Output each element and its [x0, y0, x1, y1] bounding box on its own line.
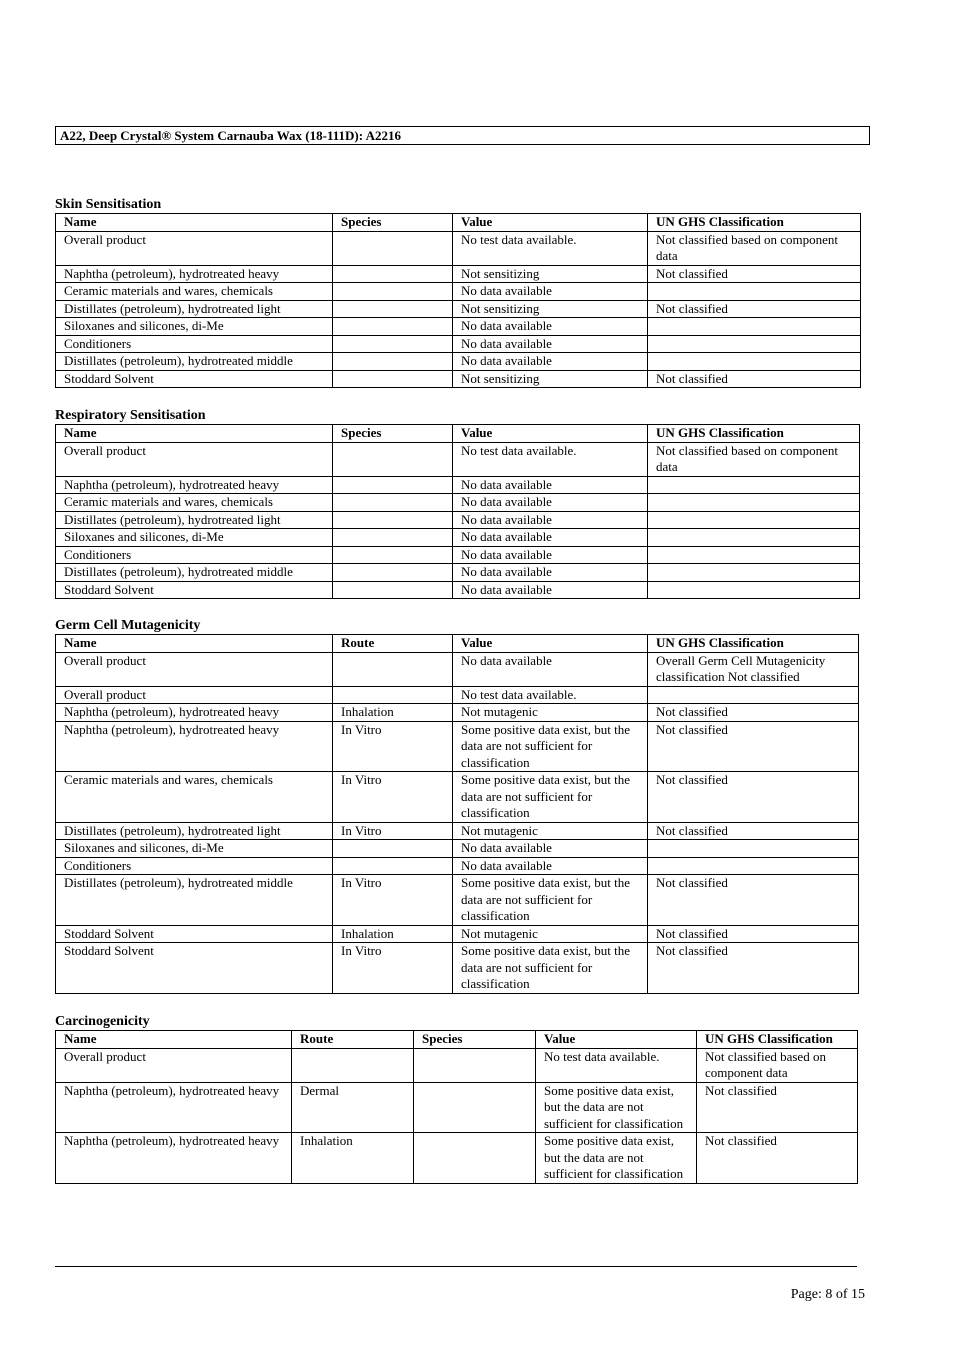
table-cell [333, 370, 453, 388]
table-cell: Not mutagenic [453, 822, 648, 840]
table-cell: No test data available. [453, 686, 648, 704]
table-cell [333, 564, 453, 582]
table-cell: In Vitro [333, 721, 453, 772]
table-row [56, 1082, 858, 1133]
table-cell: Naphtha (petroleum), hydrotreated heavy [56, 721, 333, 772]
table-cell: No data available [453, 652, 648, 686]
germ-cell-mutagenicity-table [55, 634, 859, 994]
table-cell [333, 652, 453, 686]
table-row [56, 511, 860, 529]
table-cell [333, 335, 453, 353]
table-cell: Not classified [648, 772, 859, 823]
column-header: Route [292, 1031, 414, 1049]
table-cell [333, 300, 453, 318]
table-row [56, 721, 859, 772]
table-cell: No data available [453, 857, 648, 875]
table-cell: Not classified based on component data [697, 1048, 858, 1082]
table-cell: Inhalation [333, 704, 453, 722]
table-cell: Inhalation [292, 1133, 414, 1184]
document-header-title: A22, Deep Crystal® System Carnauba Wax (18-111D): A2216 [55, 126, 870, 145]
table-cell: Some positive data exist, but the data are not sufficient for classification [453, 875, 648, 926]
table-cell: Distillates (petroleum), hydrotreated light [56, 511, 333, 529]
table-cell: Some positive data exist, but the data are not sufficient for classification [536, 1133, 697, 1184]
table-cell [648, 581, 860, 599]
table-cell: Overall product [56, 442, 333, 476]
table-cell [333, 511, 453, 529]
table-cell [648, 353, 861, 371]
table-cell [648, 840, 859, 858]
table-cell [648, 476, 860, 494]
table-row [56, 857, 859, 875]
table-cell [333, 231, 453, 265]
table-cell [648, 335, 861, 353]
table-cell: In Vitro [333, 943, 453, 994]
table-row [56, 283, 861, 301]
table-cell: Dermal [292, 1082, 414, 1133]
column-header: Value [453, 635, 648, 653]
table-row [56, 704, 859, 722]
table-cell: No test data available. [453, 442, 648, 476]
table-cell: No data available [453, 511, 648, 529]
section-title: Skin Sensitisation [55, 197, 162, 212]
table-row [56, 822, 859, 840]
table-row [56, 494, 860, 512]
table-row [56, 476, 860, 494]
table-cell: Not sensitizing [453, 300, 648, 318]
table-cell [333, 318, 453, 336]
germ-cell-mutagenicity-section [55, 617, 859, 994]
section-title: Germ Cell Mutagenicity [55, 618, 201, 633]
table-header-row [56, 1031, 858, 1049]
table-cell [333, 840, 453, 858]
table-cell: No data available [453, 546, 648, 564]
column-header: Name [56, 1031, 292, 1049]
table-cell: Distillates (petroleum), hydrotreated middle [56, 564, 333, 582]
table-cell: No data available [453, 564, 648, 582]
table-cell [333, 857, 453, 875]
table-cell: No data available [453, 840, 648, 858]
table-cell: Distillates (petroleum), hydrotreated middle [56, 353, 333, 371]
table-cell: Conditioners [56, 857, 333, 875]
table-cell [648, 318, 861, 336]
table-cell: Not sensitizing [453, 370, 648, 388]
column-header: Name [56, 425, 333, 443]
table-cell: Siloxanes and silicones, di-Me [56, 840, 333, 858]
table-cell: No data available [453, 529, 648, 547]
table-cell: Conditioners [56, 546, 333, 564]
column-header: Route [333, 635, 453, 653]
table-cell [333, 546, 453, 564]
table-row [56, 318, 861, 336]
table-cell: No data available [453, 353, 648, 371]
table-cell: Not classified [648, 265, 861, 283]
table-row [56, 442, 860, 476]
table-row [56, 943, 859, 994]
respiratory-sensitisation-section [55, 407, 860, 599]
column-header: UN GHS Classification [648, 214, 861, 232]
table-cell: In Vitro [333, 822, 453, 840]
table-cell [333, 494, 453, 512]
carcinogenicity-section [55, 1013, 858, 1184]
table-cell [333, 353, 453, 371]
table-row [56, 1048, 858, 1082]
table-cell: Naphtha (petroleum), hydrotreated heavy [56, 704, 333, 722]
table-cell: In Vitro [333, 772, 453, 823]
table-cell: Distillates (petroleum), hydrotreated light [56, 822, 333, 840]
table-cell: No data available [453, 494, 648, 512]
table-cell: Overall product [56, 652, 333, 686]
column-header: Value [453, 425, 648, 443]
table-cell: Siloxanes and silicones, di-Me [56, 529, 333, 547]
table-cell [333, 476, 453, 494]
table-cell: Overall product [56, 1048, 292, 1082]
table-cell [414, 1133, 536, 1184]
table-cell [292, 1048, 414, 1082]
table-row [56, 840, 859, 858]
table-row [56, 300, 861, 318]
table-row [56, 652, 859, 686]
table-cell [333, 265, 453, 283]
table-cell: Overall product [56, 686, 333, 704]
table-cell: No data available [453, 581, 648, 599]
table-row [56, 353, 861, 371]
table-cell: Some positive data exist, but the data are not sufficient for classification [536, 1082, 697, 1133]
table-cell: Distillates (petroleum), hydrotreated light [56, 300, 333, 318]
table-row [56, 581, 860, 599]
table-cell: Stoddard Solvent [56, 943, 333, 994]
table-cell: Not classified [697, 1133, 858, 1184]
table-cell: Ceramic materials and wares, chemicals [56, 772, 333, 823]
page-number: Page: 8 of 15 [790, 1287, 865, 1302]
skin-sensitisation-section [55, 196, 861, 388]
table-cell: Naphtha (petroleum), hydrotreated heavy [56, 1082, 292, 1133]
column-header: Value [536, 1031, 697, 1049]
table-cell [333, 442, 453, 476]
table-cell: Some positive data exist, but the data are not sufficient for classification [453, 943, 648, 994]
table-cell: Overall Germ Cell Mutagenicity classification Not classified [648, 652, 859, 686]
table-cell: Not classified [648, 925, 859, 943]
table-header-row [56, 214, 861, 232]
table-cell [648, 857, 859, 875]
table-cell: Stoddard Solvent [56, 925, 333, 943]
skin-sensitisation-table [55, 213, 861, 388]
table-cell: Ceramic materials and wares, chemicals [56, 283, 333, 301]
table-cell: Not mutagenic [453, 925, 648, 943]
table-cell: Not classified [648, 721, 859, 772]
table-cell: No data available [453, 476, 648, 494]
table-row [56, 564, 860, 582]
table-row [56, 370, 861, 388]
table-row [56, 925, 859, 943]
table-cell: Stoddard Solvent [56, 370, 333, 388]
table-cell [648, 564, 860, 582]
table-cell: Some positive data exist, but the data are not sufficient for classification [453, 721, 648, 772]
table-row [56, 1133, 858, 1184]
table-cell: Not classified based on component data [648, 231, 861, 265]
table-cell: Naphtha (petroleum), hydrotreated heavy [56, 265, 333, 283]
table-cell: Not sensitizing [453, 265, 648, 283]
column-header: Name [56, 214, 333, 232]
table-row [56, 265, 861, 283]
table-header-row [56, 635, 859, 653]
table-cell: Stoddard Solvent [56, 581, 333, 599]
table-row [56, 772, 859, 823]
table-cell [414, 1082, 536, 1133]
table-cell: Inhalation [333, 925, 453, 943]
column-header: UN GHS Classification [648, 635, 859, 653]
table-header-row [56, 425, 860, 443]
table-cell [333, 283, 453, 301]
carcinogenicity-table [55, 1030, 858, 1184]
table-cell: No data available [453, 318, 648, 336]
table-cell: No data available [453, 283, 648, 301]
table-cell [333, 686, 453, 704]
table-cell: Not classified [648, 943, 859, 994]
table-cell: Overall product [56, 231, 333, 265]
table-cell: Not mutagenic [453, 704, 648, 722]
table-cell [648, 511, 860, 529]
table-cell: No test data available. [453, 231, 648, 265]
table-cell: Naphtha (petroleum), hydrotreated heavy [56, 1133, 292, 1184]
column-header: UN GHS Classification [697, 1031, 858, 1049]
table-cell: Not classified [648, 370, 861, 388]
table-cell [648, 283, 861, 301]
table-cell: No data available [453, 335, 648, 353]
table-cell [333, 581, 453, 599]
table-cell: No test data available. [536, 1048, 697, 1082]
section-title: Carcinogenicity [55, 1014, 150, 1029]
table-cell: Not classified [648, 704, 859, 722]
table-cell: Siloxanes and silicones, di-Me [56, 318, 333, 336]
respiratory-sensitisation-table [55, 424, 860, 599]
table-cell [648, 686, 859, 704]
section-title: Respiratory Sensitisation [55, 408, 206, 423]
table-cell: Distillates (petroleum), hydrotreated middle [56, 875, 333, 926]
table-cell [648, 546, 860, 564]
table-cell: Not classified [648, 822, 859, 840]
table-row [56, 529, 860, 547]
table-cell [414, 1048, 536, 1082]
column-header: Value [453, 214, 648, 232]
table-cell: Conditioners [56, 335, 333, 353]
table-cell: In Vitro [333, 875, 453, 926]
column-header: Species [333, 425, 453, 443]
column-header: Name [56, 635, 333, 653]
table-cell: Ceramic materials and wares, chemicals [56, 494, 333, 512]
table-row [56, 546, 860, 564]
table-cell: Not classified [697, 1082, 858, 1133]
column-header: UN GHS Classification [648, 425, 860, 443]
footer-divider [55, 1266, 857, 1267]
table-row [56, 335, 861, 353]
table-cell: Not classified [648, 875, 859, 926]
table-cell [333, 529, 453, 547]
table-cell: Some positive data exist, but the data are not sufficient for classification [453, 772, 648, 823]
table-cell: Naphtha (petroleum), hydrotreated heavy [56, 476, 333, 494]
column-header: Species [333, 214, 453, 232]
table-cell: Not classified based on component data [648, 442, 860, 476]
table-cell: Not classified [648, 300, 861, 318]
table-cell [648, 529, 860, 547]
table-row [56, 875, 859, 926]
table-cell [648, 494, 860, 512]
column-header: Species [414, 1031, 536, 1049]
table-row [56, 231, 861, 265]
table-row [56, 686, 859, 704]
